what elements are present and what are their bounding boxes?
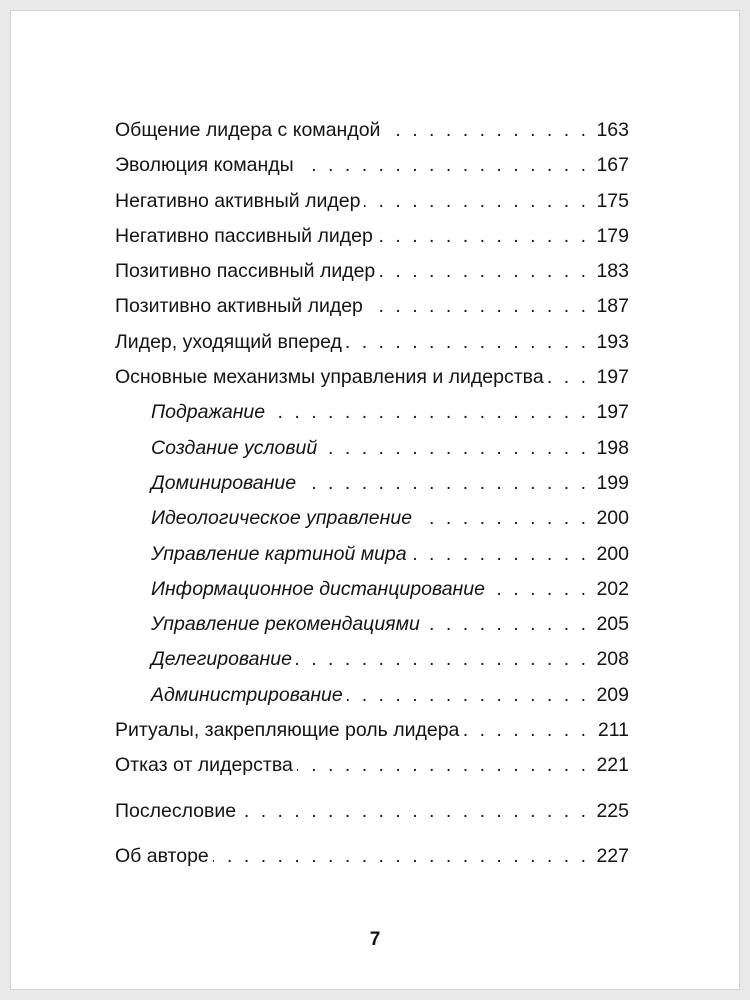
toc-leader-dots <box>416 501 589 536</box>
toc-leader-dots <box>463 713 589 748</box>
toc-subentry <box>115 572 629 607</box>
toc-entry <box>115 713 629 748</box>
toc-subentry <box>115 642 629 677</box>
toc-entry-title: Послесловие <box>115 799 237 822</box>
toc-entry <box>115 794 629 829</box>
toc-leader-dots <box>269 395 589 430</box>
toc-leader-dots <box>213 839 589 874</box>
toc-entry-page: 175 <box>596 189 629 212</box>
toc-subentry <box>115 678 629 713</box>
toc-subentry-page: 202 <box>596 577 629 600</box>
toc-entry <box>115 289 629 324</box>
toc-entry-title: Негативно активный лидер <box>115 189 361 212</box>
toc-subentry-title: Информационное дистанцирование <box>151 577 485 600</box>
toc-subentry-title: Администрирование <box>151 683 343 706</box>
toc-entry-title: Ритуалы, закрепляющие роль лидера <box>115 719 460 742</box>
toc-leader-dots <box>300 466 589 501</box>
toc-entry <box>115 839 629 874</box>
toc-entry <box>115 254 629 289</box>
toc-entry <box>115 184 629 219</box>
toc-subentry <box>115 607 629 642</box>
toc-subentry-page: 200 <box>596 542 629 565</box>
toc-subentry-page: 198 <box>596 436 629 459</box>
toc-entry-page: 221 <box>596 754 629 777</box>
toc-entry-title: Лидер, уходящий вперед <box>115 330 342 353</box>
toc-entry-title: Негативно пассивный лидер <box>115 224 373 247</box>
toc-leader-dots <box>296 642 589 677</box>
toc-entry-title: Позитивно пассивный лидер <box>115 260 376 283</box>
toc-leader-dots <box>377 219 589 254</box>
toc-subentry-page: 205 <box>596 613 629 636</box>
toc-entry-title: Эволюция команды <box>115 154 294 177</box>
toc-leader-dots <box>379 254 589 289</box>
toc-entry-page: 187 <box>596 295 629 318</box>
toc-leader-dots <box>367 289 589 324</box>
toc-entry-page: 225 <box>596 799 629 822</box>
toc-entry <box>115 148 629 183</box>
book-page <box>11 11 739 989</box>
toc-entry-page: 179 <box>596 224 629 247</box>
toc-leader-dots <box>489 572 589 607</box>
toc-subentry-page: 208 <box>596 648 629 671</box>
toc-subentry-title: Подражание <box>151 401 266 424</box>
toc-subentry-title: Управление рекомендациями <box>151 613 420 636</box>
toc-entry-page: 211 <box>597 719 629 742</box>
toc-entry <box>115 325 629 360</box>
toc-subentry-title: Делегирование <box>151 648 292 671</box>
toc-subentry <box>115 395 629 430</box>
toc-entry-page: 163 <box>596 119 629 141</box>
toc-subentry-page: 209 <box>596 683 629 706</box>
toc-entry-title: Основные механизмы управления и лидерства <box>115 366 544 389</box>
toc-entry-page: 197 <box>596 366 629 389</box>
toc-entry-page: 167 <box>596 154 629 177</box>
toc-entry-title: Позитивно активный лидер <box>115 295 363 318</box>
toc-entry-title: Общение лидера с командой <box>115 119 381 141</box>
toc-entry-page: 193 <box>596 330 629 353</box>
toc-subentry <box>115 501 629 536</box>
toc-subentry-page: 200 <box>596 507 629 530</box>
toc-subentry <box>115 431 629 466</box>
toc-leader-dots <box>364 184 589 219</box>
toc-leader-dots <box>297 748 589 783</box>
toc-leader-dots <box>347 678 589 713</box>
toc-subentry-page: 199 <box>596 471 629 494</box>
toc-leader-dots <box>548 360 589 395</box>
toc-leader-dots <box>411 537 589 572</box>
toc-entry-title: Отказ от лидерства <box>115 754 293 777</box>
toc-subentry-title: Идеологическое управление <box>151 507 413 530</box>
toc-subentry <box>115 466 629 501</box>
page-number: 7 <box>369 929 381 950</box>
toc-leader-dots <box>240 794 589 829</box>
toc-entry-title: Об авторе <box>115 844 209 867</box>
toc-entry-page: 227 <box>596 844 629 867</box>
toc-leader-dots <box>346 325 589 360</box>
toc-subentry <box>115 537 629 572</box>
toc-subentry-title: Создание условий <box>151 436 318 459</box>
toc-subentry-page: 197 <box>596 401 629 424</box>
toc-entry-page: 183 <box>596 260 629 283</box>
toc-subentry-title: Доминирование <box>151 471 297 494</box>
toc-entry <box>115 219 629 254</box>
toc-leader-dots <box>298 148 589 183</box>
table-of-contents <box>115 113 629 874</box>
toc-entry <box>115 748 629 783</box>
toc-entry <box>115 113 629 148</box>
toc-leader-dots <box>321 431 589 466</box>
toc-subentry-title: Управление картиной мира <box>151 542 407 565</box>
toc-leader-dots <box>424 607 589 642</box>
toc-leader-dots <box>384 113 589 148</box>
toc-entry <box>115 360 629 395</box>
